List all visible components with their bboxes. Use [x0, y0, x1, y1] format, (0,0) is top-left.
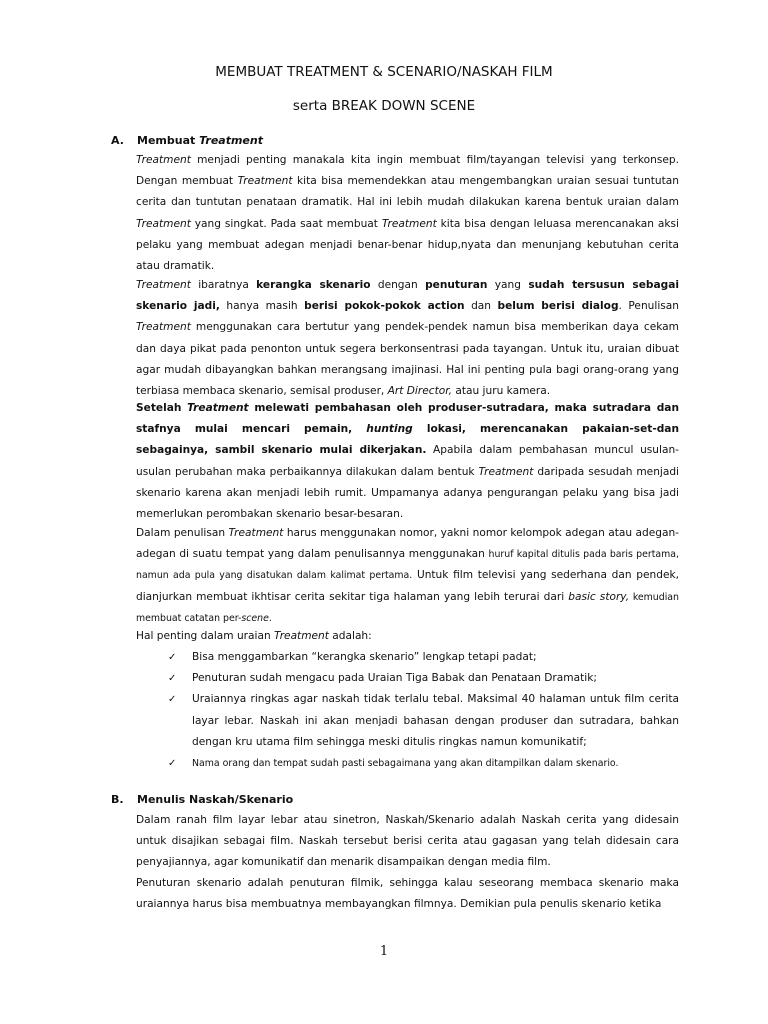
paragraph-a4: [136, 523, 679, 629]
paragraph-b1: Dalam ranah film layar lebar atau sinetron, Naskah/Skenario adalah Naskah cerita yang didesain untuk disajikan sebagai film. Naskah tersebut berisi cerita atau gagasan yang telah didesain cara penyajiannya, agar komunikatif dan menarik disampaikan dengan media film.: [136, 814, 679, 869]
list-item: [168, 668, 679, 689]
list-item: [168, 753, 679, 774]
checkmark-icon: ✓: [168, 673, 177, 685]
text-fragment: Apabila dalam pembahasan muncul usulan-usulan perubahan maka perbaikannya dilakukan dalam bentuk: [136, 444, 679, 478]
text-fragment: Treatment: [136, 217, 191, 230]
text-fragment: dan: [464, 300, 498, 313]
text-fragment: Treatment: [237, 175, 293, 188]
page-number: 1: [379, 944, 389, 959]
text-fragment: atau juru kamera.: [451, 385, 551, 398]
text-fragment: menggunakan cara bertutur yang pendek-pendek namun bisa memberikan daya cekam dan daya pikat pada penonton untuk segera berkonsentrasi pada tayangan. Untuk itu, uraian dibuat agar mudah dibayangkan bahkan merangsang imajinasi. Hal ini penting pula bagi orang-orang yang terbiasa membaca skenario, semisal produser,: [136, 321, 679, 398]
paragraph-a2: [136, 275, 679, 402]
section-a-title: [137, 134, 263, 147]
text-fragment: Treatment: [228, 527, 284, 539]
checkmark-icon: ✓: [168, 758, 177, 770]
text-fragment: penuturan: [425, 279, 488, 291]
list-item-text: Uraiannya ringkas agar naskah tidak terlalu tebal. Maksimal 40 halaman untuk film cerita layar lebar. Naskah ini akan menjadi bahasan dengan produser dan sutradara, bahkan dengan kru utama film sehingga meski ditulis ringkas namun komunikatif;: [192, 693, 679, 748]
text-fragment: hunting: [366, 423, 413, 436]
text-fragment: daripada sesudah menjadi skenario karena akan menjadi lebih rumit. Umpamanya adanya pengurangan pelaku yang bisa jadi memerlukan perombakan skenario besar-besaran.: [136, 465, 680, 521]
section-a-title-prefix: Membuat: [137, 134, 200, 147]
text-fragment: scene: [241, 612, 269, 624]
text-fragment: Dalam penulisan: [136, 527, 229, 539]
text-fragment: Hal penting dalam uraian: [136, 630, 275, 642]
treatment-checklist: [168, 647, 679, 774]
list-item: [168, 689, 679, 753]
section-a-letter: A.: [111, 134, 124, 147]
text-fragment: Treatment: [381, 217, 437, 230]
text-fragment: yang singkat. Pada saat membuat: [190, 217, 382, 230]
document-subtitle: serta BREAK DOWN SCENE: [292, 98, 476, 114]
section-b-letter: B.: [111, 793, 124, 806]
text-fragment: lokasi, merencanakan pakaian-set-dan sebagainya, sambil skenario mulai dikerjakan.: [136, 423, 679, 457]
paragraph-a1: [136, 150, 679, 277]
text-fragment: adalah:: [328, 630, 372, 642]
text-fragment: melewati pembahasan oleh produser-sutradara, maka sutradara dan stafnya mulai mencari pemain,: [136, 402, 679, 436]
text-fragment: dengan: [370, 279, 426, 291]
document-title: MEMBUAT TREATMENT & SCENARIO/NASKAH FILM: [215, 64, 553, 80]
section-b-heading: [111, 793, 293, 806]
list-item: [168, 647, 679, 668]
text-fragment: belum berisi dialog: [497, 300, 619, 313]
text-fragment: Treatment: [136, 279, 191, 291]
text-fragment: hanya masih: [219, 300, 305, 313]
text-fragment: harus menggunakan nomor, yakni nomor kelompok adegan atau adegan-adegan di suatu tempat yang dalam penulisannya menggunakan: [136, 527, 680, 561]
text-fragment: ibaratnya: [190, 279, 257, 291]
list-item-text: Bisa menggambarkan “kerangka skenario” lengkap tetapi padat;: [192, 651, 537, 663]
paragraph-a3: [136, 398, 679, 525]
text-fragment: Untuk film televisi yang sederhana dan pendek, dianjurkan membuat ikhtisar cerita sekitar tiga halaman yang lebih terurai dari: [136, 569, 679, 603]
text-fragment: basic story,: [568, 590, 630, 603]
text-fragment: Treatment: [187, 402, 249, 414]
text-fragment: sudah tersusun sebagai skenario jadi,: [136, 279, 680, 313]
list-item-text: Nama orang dan tempat sudah pasti sebagaimana yang akan ditampilkan dalam skenario.: [192, 758, 619, 770]
text-fragment: yang: [487, 279, 529, 291]
checkmark-icon: ✓: [168, 694, 177, 706]
list-item-text: Penuturan sudah mengacu pada Uraian Tiga Babak dan Penataan Dramatik;: [192, 672, 597, 685]
text-fragment: berisi pokok-pokok action: [304, 300, 465, 313]
section-a-heading: [111, 134, 263, 147]
section-b-title: Menulis Naskah/Skenario: [137, 793, 294, 806]
text-fragment: kerangka skenario: [256, 279, 371, 291]
section-a-title-italic: Treatment: [199, 134, 263, 147]
text-fragment: huruf kapital ditulis pada baris pertama, namun ada pula yang disatukan dalam kalimat pertama.: [136, 549, 679, 582]
text-fragment: menjadi penting manakala kita ingin membuat film/tayangan televisi yang terkonsep. Dengan membuat: [136, 154, 679, 188]
text-fragment: Treatment: [136, 154, 191, 166]
text-fragment: Treatment: [274, 630, 329, 642]
text-fragment: . Penulisan: [618, 300, 679, 313]
text-fragment: Treatment: [478, 465, 534, 478]
text-fragment: Treatment: [136, 321, 191, 334]
text-fragment: Art Director,: [387, 385, 452, 398]
text-fragment: kita bisa dengan leluasa merencanakan aksi pelaku yang membuat adegan menjadi benar-benar hidup,nyata dan menunjang kebutuhan cerita atau dramatik.: [136, 217, 679, 273]
checkmark-icon: ✓: [168, 652, 177, 663]
text-fragment: kemudian membuat catatan per-: [136, 591, 679, 624]
paragraph-a5: [136, 626, 679, 647]
text-fragment: .: [268, 612, 272, 624]
paragraph-b2: Penuturan skenario adalah penuturan filmik, sehingga kalau seseorang membaca skenario maka uraiannya harus bisa membuatnya membayangkan filmnya. Demikian pula penulis skenario ketika: [136, 877, 679, 911]
text-fragment: Setelah: [136, 402, 188, 414]
text-fragment: kita bisa memendekkan atau mengembangkan uraian sesuai tuntutan cerita dan tuntutan penataan dramatik. Hal ini lebih mudah dilakukan karena bentuk uraian dalam: [136, 175, 679, 209]
